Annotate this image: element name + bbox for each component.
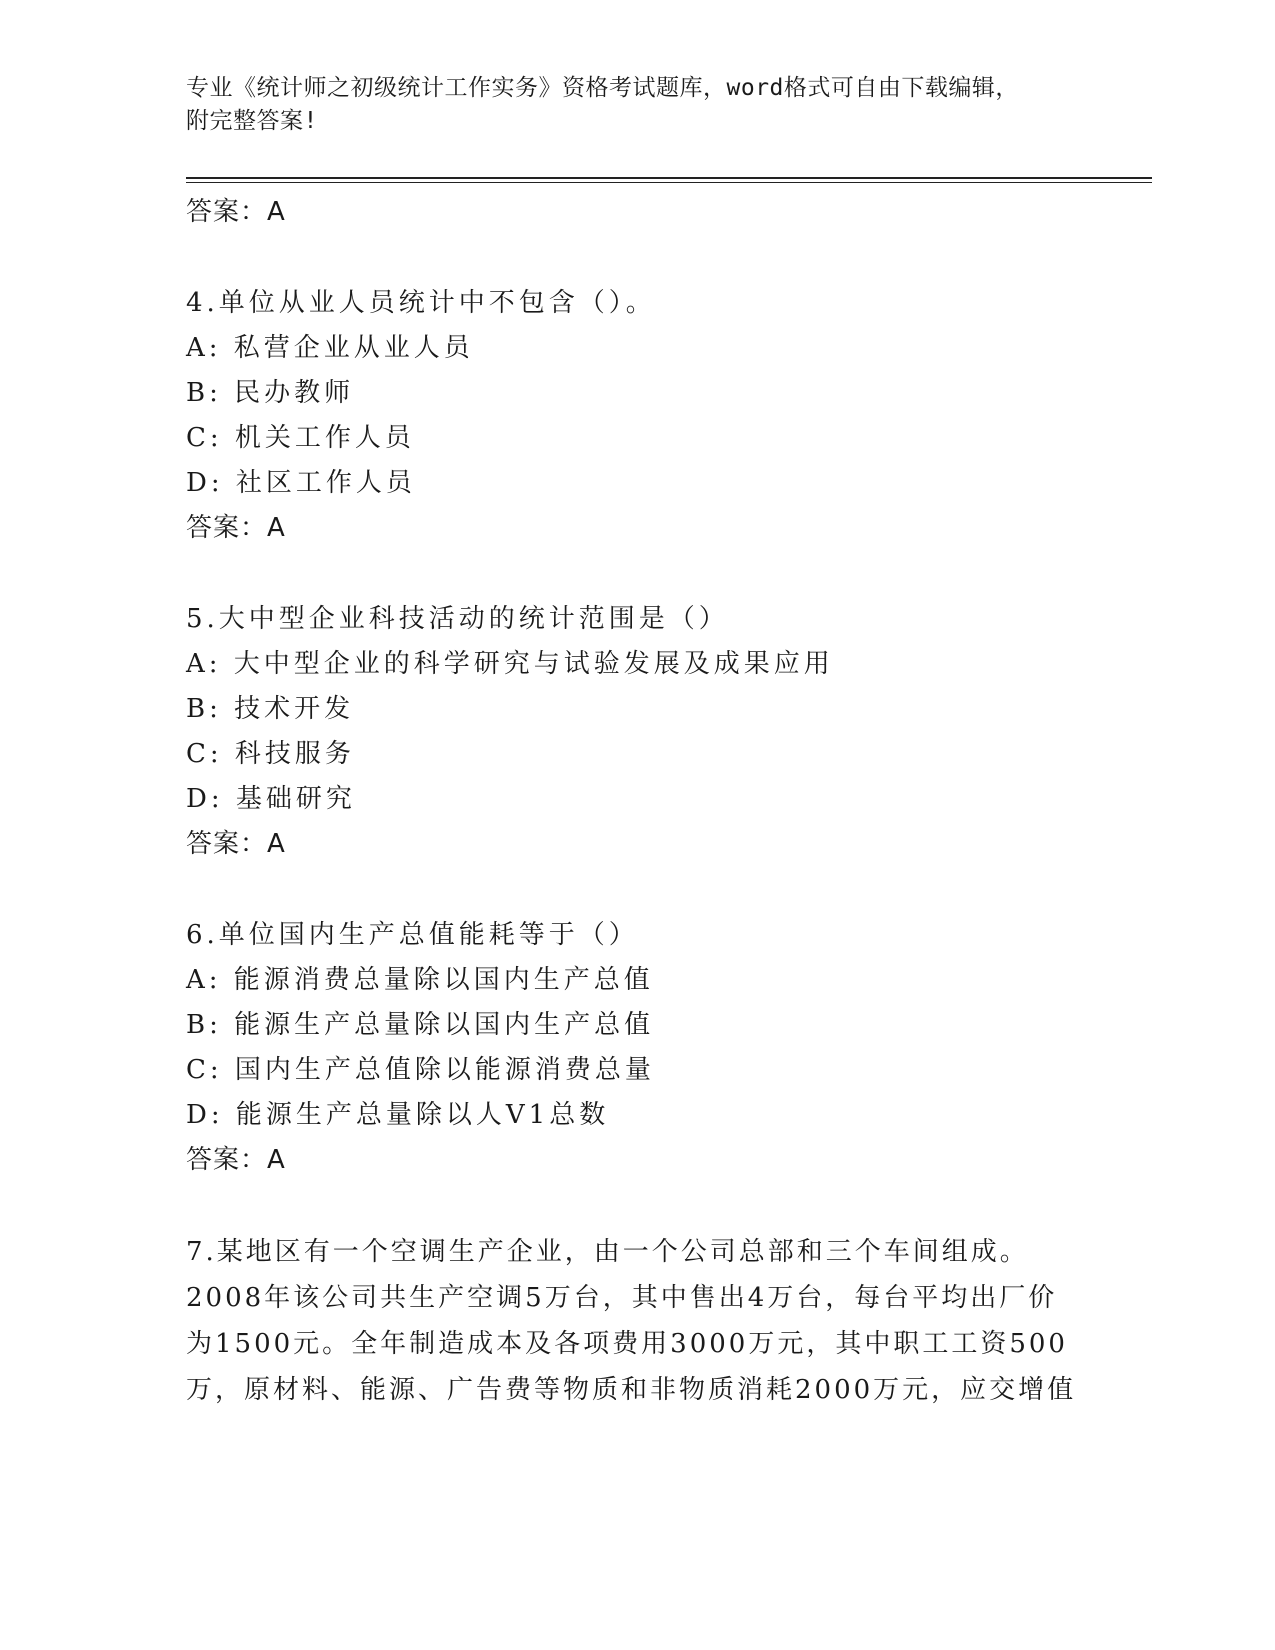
header-rule-thick [186,177,1152,179]
document-header [186,72,1086,138]
option-d: D: 基础研究 [186,784,356,814]
question-7-line-1: 7.某地区有一个空调生产企业，由一个公司总部和三个车间组成。 [186,1237,1029,1267]
question-stem: 6.单位国内生产总值能耗等于（） [186,920,639,950]
document-body [186,190,1086,1413]
question-7-line-2: 2008年该公司共生产空调5万台，其中售出4万台，每台平均出厂价 [186,1283,1058,1313]
option-c: C: 科技服务 [186,739,355,769]
answer-line: 答案：A [186,829,286,859]
question-stem: 4.单位从业人员统计中不包含（）。 [186,288,656,318]
option-b: B: 能源生产总量除以国内生产总值 [186,1010,655,1040]
option-c: C: 机关工作人员 [186,423,415,453]
option-d: D: 能源生产总量除以人V1总数 [186,1100,610,1130]
header-rule-thin [186,182,1152,183]
option-a: A: 大中型企业的科学研究与试验发展及成果应用 [186,649,834,679]
question-5 [186,597,1086,866]
question-stem: 5.大中型企业科技活动的统计范围是（） [186,604,729,634]
option-b: B: 民办教师 [186,378,355,408]
header-line-2: 附完整答案! [186,108,318,134]
option-c: C: 国内生产总值除以能源消费总量 [186,1055,655,1085]
answer-line: 答案：A [186,513,286,543]
question-6 [186,913,1086,1182]
header-line-1: 专业《统计师之初级统计工作实务》资格考试题库，word格式可自由下载编辑， [186,75,1019,101]
question-7-line-4: 万，原材料、能源、广告费等物质和非物质消耗2000万元，应交增值 [186,1375,1077,1405]
option-d: D: 社区工作人员 [186,468,416,498]
question-7 [186,1229,1086,1413]
answer-line: 答案：A [186,1145,286,1175]
option-b: B: 技术开发 [186,694,355,724]
question-4 [186,281,1086,550]
question-7-line-3: 为1500元。全年制造成本及各项费用3000万元，其中职工工资500 [186,1329,1068,1359]
option-a: A: 私营企业从业人员 [186,333,474,363]
option-a: A: 能源消费总量除以国内生产总值 [186,965,654,995]
answer-line: 答案：A [186,197,286,227]
